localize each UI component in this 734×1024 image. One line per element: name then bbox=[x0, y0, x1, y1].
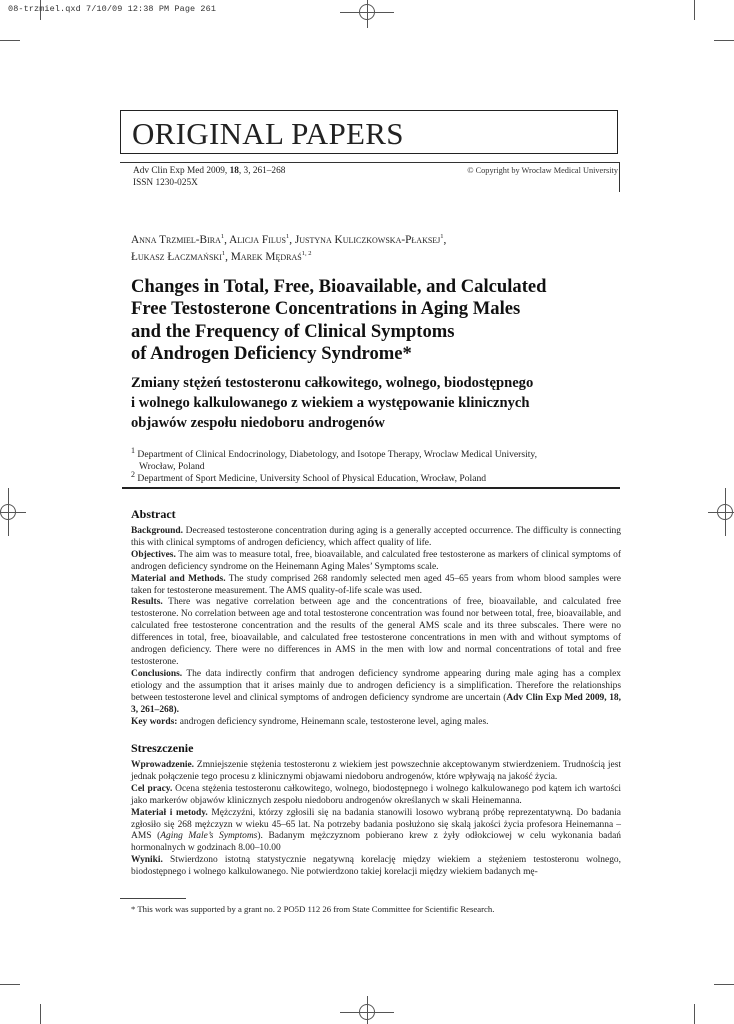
registration-mark-left-h bbox=[0, 512, 26, 513]
abstract-heading: Abstract bbox=[131, 507, 176, 521]
registration-mark-right-h bbox=[708, 512, 734, 513]
author-line-2: Łukasz Łaczmański$^1$, Marek Mędraś$^{1, 2}$ bbox=[131, 250, 312, 263]
funding-footnote: * This work was supported by a grant no. 2 PO5D 112 26 from State Committee for Scientific Research. bbox=[131, 904, 495, 914]
journal-copyright: © Copyright by Wroclaw Medical University bbox=[467, 166, 618, 175]
author-name: Alicja Filus bbox=[229, 233, 286, 246]
abstract-methods: Material and Methods. The study comprised 268 randomly selected men aged 45–65 years from whom blood samples were taken for testosterone measurement. The AMS quality-of-life scale was used. bbox=[131, 573, 621, 596]
abstract-background: Background. Decreased testosterone concentration during aging is a generally accepted occurrence. The difficulty is connecting this with clinical symptoms of androgen deficiency, which affect quality of life. bbox=[131, 526, 621, 548]
affiliation-2: $^2$ Department of Sport Medicine, University School of Physical Education, Wrocław, Poland bbox=[131, 470, 487, 485]
author-line-1: Anna Trzmiel-Bira$^1$, Alicja Filus$^1$, Justyna Kuliczkowska-Płaksej$^1$, bbox=[131, 233, 447, 246]
paper-title: Changes in Total, Free, Bioavailable, and Calculated Free Testosterone Concentrations in Aging Males and the Frequency of Clinical Symptoms of Androgen Deficiency Syndrome* bbox=[131, 276, 547, 364]
streszczenie-wprowadzenie: Wprowadzenie. Zmniejszenie stężenia testosteronu z wiekiem jest powszechnie akceptowanym stwierdzeniem. Trudnością jest jednak połączenie tego procesu z klinicznymi objawami niedoboru androgenów, które wpływają na jakość życia. bbox=[131, 760, 621, 782]
crop-mark-bottom-left-v bbox=[40, 1004, 41, 1024]
author-name: Justyna Kuliczkowska-Płaksej bbox=[294, 233, 441, 246]
streszczenie-body bbox=[131, 760, 621, 879]
crop-mark-bottom-left-h bbox=[0, 984, 20, 985]
journal-citation: Adv Clin Exp Med 2009, 18, 3, 261–268 bbox=[133, 166, 286, 176]
streszczenie-wyniki: Wyniki. Stwierdzono istotną statystycznie negatywną korelację między wiekiem a stężeniem testosteronu wolnego, biodostępnego i wolnego kalkulowanego. Nie potwierdzono takiej korelacji między wiekiem badanych mę- bbox=[131, 855, 621, 878]
registration-mark-top-v bbox=[367, 0, 368, 28]
author-name: Łukasz Łaczmański bbox=[131, 250, 222, 263]
affiliation-1: $^1$ Department of Clinical Endocrinology, Diabetology, and Isotope Therapy, Wroclaw Medical University, Wrocław, Poland bbox=[131, 446, 538, 473]
streszczenie-cel: Cel pracy. Ocena stężenia testosteronu całkowitego, wolnego, biodostępnego i wolnego kalkulowanego pod kątem ich wartości jako markerów objawów klinicznych zespołu niedoboru androgenów określanych w skali Heinemanna. bbox=[131, 783, 622, 806]
crop-mark-bottom-right-h bbox=[714, 984, 734, 985]
crop-mark-top-right-v bbox=[694, 0, 695, 20]
abstract-body bbox=[131, 526, 621, 728]
registration-mark-right-v bbox=[725, 488, 726, 536]
streszczenie-heading: Streszczenie bbox=[131, 741, 194, 755]
paper-subtitle-polish: Zmiany stężeń testosteronu całkowitego, wolnego, biodostępnego i wolnego kalkulowanego z wiekiem a występowanie klinicznych objawów zespołu niedoboru androgenów bbox=[131, 375, 534, 431]
journal-issn: ISSN 1230-025X bbox=[133, 178, 198, 188]
registration-mark-bottom-v bbox=[367, 996, 368, 1024]
crop-mark-top-left-h bbox=[0, 40, 20, 41]
registration-mark-left-v bbox=[8, 488, 9, 536]
footnote-rule bbox=[120, 898, 186, 899]
section-banner-title: ORIGINAL PAPERS bbox=[132, 116, 404, 151]
abstract-results: Results. There was negative correlation between age and the concentrations of free, bioavailable, and calculated free testosterone. No correlation between age and total testosterone concentration was found nor between total, free, bioavailable, and calculated free testosterone concentration and the results of the general AMS scale and its three subscales. There were no differences in total, free, bioavailable, and calculated free testosterone concentrations in men with and without symptoms of androgen deficiency. There were no differences in AMS in the men with low and normal concentrations of total and free testosterone. bbox=[131, 597, 621, 667]
abstract-keywords: Key words: androgen deficiency syndrome, Heinemann scale, testosterone level, aging males. bbox=[131, 716, 489, 727]
header-divider bbox=[122, 487, 620, 489]
crop-mark-top-right-h bbox=[714, 40, 734, 41]
streszczenie-material: Materiał i metody. Mężczyźni, którzy zgłosili się na badania stanowili losowo wybraną próbę reprezentatywną. Do badania zgłosiło się 268 mężczyzn w wieku 45–65 lat. Na potrzeby badania posłużono się skalą jakości życia profesora Heinemanna – AMS (Aging Male’s Symptoms). Badanym mężczyznom pobierano krew z żyły odłokciowej w celu wykonania badań hormonalnych w godzinach 8.00–10.00 bbox=[131, 807, 622, 854]
author-name: Anna Trzmiel-Bira bbox=[131, 233, 221, 246]
print-slug-line: 08-trzmiel.qxd 7/10/09 12:38 PM Page 261 bbox=[8, 4, 217, 14]
abstract-conclusions: Conclusions. The data indirectly confirm that androgen deficiency syndrome appearing during male aging has a complex etiology and the assumption that it arises mainly due to androgen deficiency is a simplification. Therefore the relationships between testosterone level and clinical symptoms of androgen deficiency syndrome are uncertain (Adv Clin Exp Med 2009, 18, 3, 261–268). bbox=[131, 668, 621, 715]
abstract-objectives: Objectives. The aim was to measure total, free, bioavailable, and calculated free testosterone as markers of clinical symptoms of androgen deficiency syndrome on the Heinemann Aging Males’ Symptoms scale. bbox=[131, 549, 621, 572]
crop-mark-bottom-right-v bbox=[694, 1004, 695, 1024]
author-name: Marek Mędraś bbox=[230, 250, 302, 263]
